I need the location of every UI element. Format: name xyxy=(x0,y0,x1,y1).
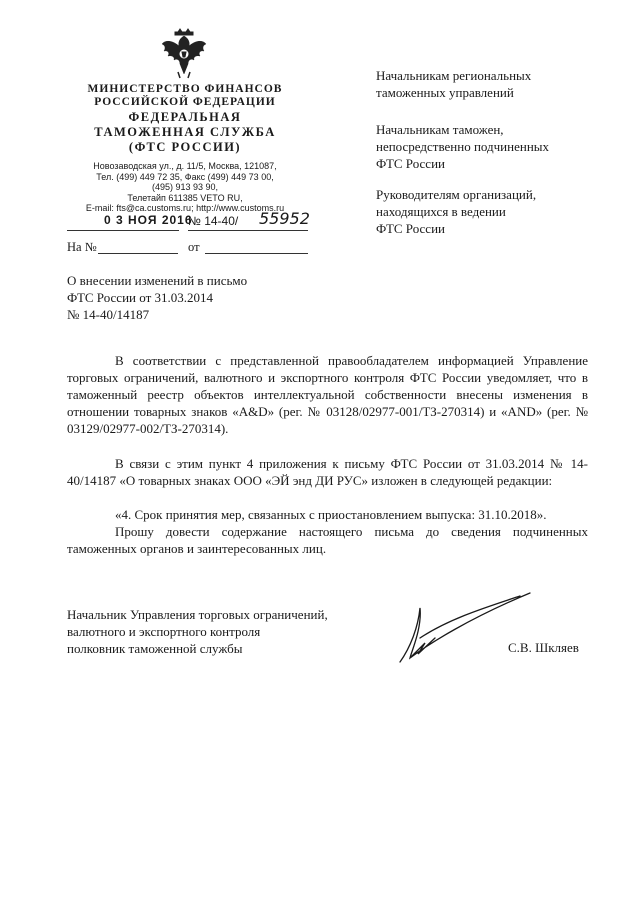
reference-date-label: от xyxy=(188,240,200,254)
registration-date: 0 3 НОЯ 2016 xyxy=(104,213,193,227)
reference-number-line xyxy=(98,253,178,254)
recipient-2-line1: Начальникам таможен, xyxy=(376,122,504,137)
body-paragraph-4: Прошу довести содержание настоящего письма до сведения подчиненных таможенных органов и заинтересованных лиц. xyxy=(67,524,588,556)
signer-line3: полковник таможенной службы xyxy=(67,641,243,656)
address-line4: Телетайп 611385 VETO RU, xyxy=(127,192,243,203)
registration-number-handwritten: 55952 xyxy=(259,209,310,228)
signer-line1: Начальник Управления торговых ограничений, xyxy=(67,607,328,622)
recipient-1-line1: Начальникам региональных xyxy=(376,68,532,83)
body-paragraph-2: В связи с этим пункт 4 приложения к письму ФТС России от 31.03.2014 № 14-40/14187 «О товарных знаках ООО «ЭЙ энд ДИ РУС» изложен в следующей редакции: xyxy=(67,456,588,488)
address-block xyxy=(70,161,300,214)
service-line3: (ФТС РОССИИ) xyxy=(128,140,242,154)
service-line1: ФЕДЕРАЛЬНАЯ xyxy=(128,110,242,124)
recipient-3-line2: находящихся в ведении xyxy=(376,204,506,219)
registration-number-prefix: № 14-40/ xyxy=(188,214,239,228)
reference-date-line xyxy=(205,253,308,254)
recipient-1-line2: таможенных управлений xyxy=(376,85,514,100)
reference-number-label: На № xyxy=(67,240,97,254)
recipient-3-line1: Руководителям организаций, xyxy=(376,187,537,202)
signer-title xyxy=(67,606,328,657)
address-line5: E-mail: fts@ca.customs.ru; http://www.customs.ru xyxy=(85,203,285,213)
number-underline xyxy=(188,230,308,231)
ministry-line1: МИНИСТЕРСТВО ФИНАНСОВ xyxy=(87,83,283,95)
date-underline xyxy=(67,230,179,231)
letter-subject xyxy=(67,272,247,323)
body-paragraph-1: В соответствии с представленной правообладателем информацией Управление торговых ограничений, валютного и экспортного контроля ФТС России уведомляет, что в таможенный реестр объектов интеллектуальной собственности внесены изменения в отношении товарных знаков «A&D» (рег. № 03128/02977-001/ТЗ-270314) и «AND» (рег. № 03129/02977-002/ТЗ-270314). xyxy=(67,353,588,436)
recipient-2-line2: непосредственно подчиненных xyxy=(376,139,550,154)
recipient-2-line3: ФТС России xyxy=(376,156,445,171)
recipient-block-1 xyxy=(376,67,616,101)
subject-line3: № 14-40/14187 xyxy=(67,307,150,322)
handwritten-signature xyxy=(390,588,540,668)
service-line2: ТАМОЖЕННАЯ СЛУЖБА xyxy=(94,125,276,139)
signer-line2: валютного и экспортного контроля xyxy=(67,624,261,639)
recipient-block-2 xyxy=(376,121,616,172)
recipient-block-3 xyxy=(376,186,616,237)
recipient-3-line3: ФТС России xyxy=(376,221,445,236)
address-line3: (495) 913 93 90, xyxy=(151,182,219,192)
address-line2: Тел. (499) 449 72 35, Факс (499) 449 73 00, xyxy=(96,171,274,182)
subject-line2: ФТС России от 31.03.2014 xyxy=(67,290,214,305)
ministry-name xyxy=(60,83,310,109)
ministry-line2: РОССИЙСКОЙ ФЕДЕРАЦИИ xyxy=(94,96,276,108)
signer-name: С.В. Шкляев xyxy=(508,640,579,655)
body-paragraph-3: «4. Срок принятия мер, связанных с приостановлением выпуска: 31.10.2018». xyxy=(115,507,547,522)
subject-line1: О внесении изменений в письмо xyxy=(67,273,248,288)
address-line1: Новозаводская ул., д. 11/5, Москва, 121087, xyxy=(93,161,277,171)
service-name xyxy=(60,110,310,155)
coat-of-arms-emblem xyxy=(160,28,208,80)
